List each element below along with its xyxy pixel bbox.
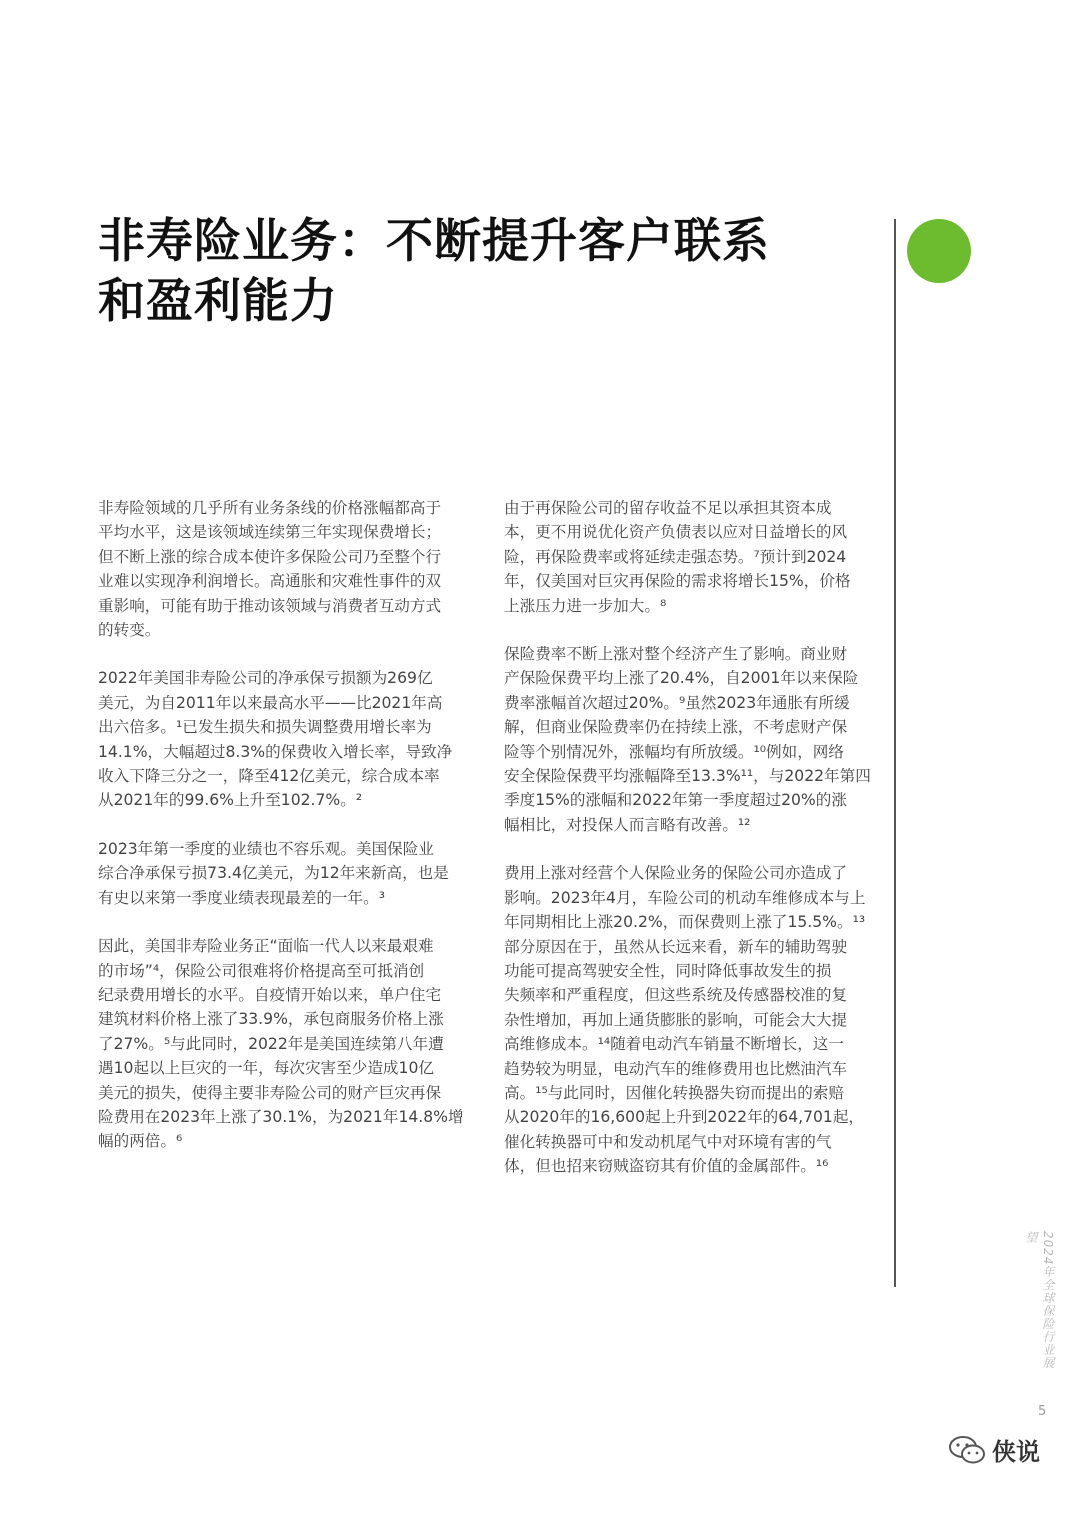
text-line: 2023年第一季度的业绩也不容乐观。美国保险业 [98, 839, 434, 858]
text-line: 影响。2023年4月，车险公司的机动车维修成本与上 [504, 888, 866, 907]
text-line: 的市场”⁴，保险公司很难将价格提高至可抵消创 [98, 961, 425, 980]
green-circle-decoration [907, 219, 971, 283]
right-column [504, 496, 884, 1203]
paragraph [98, 496, 478, 642]
text-line: 遇10起以上巨灾的一年，每次灾害至少造成10亿 [98, 1059, 434, 1078]
wechat-icon [948, 1434, 986, 1466]
text-line: 纪录费用增长的水平。自疫情开始以来，单户住宅 [98, 985, 442, 1004]
text-line: 功能可提高驾驶安全性，同时降低事故发生的损 [504, 961, 832, 980]
text-line: 非寿险领域的几乎所有业务条线的价格涨幅都高于 [98, 499, 442, 517]
title-line: 和盈利能力 [98, 274, 338, 329]
text-line: 部分原因在于，虽然从长远来看，新车的辅助驾驶 [504, 937, 848, 956]
text-line: 建筑材料价格上涨了33.9%，承包商服务价格上涨 [98, 1010, 444, 1029]
text-line: 出六倍多。¹已发生损失和损失调整费用增长率为 [98, 718, 432, 737]
text-line: 重影响，可能有助于推动该领域与消费者互动方式 [98, 596, 442, 615]
text-line: 高。¹⁵与此同时，因催化转换器失窃而提出的索赔 [504, 1083, 844, 1102]
paragraph [504, 496, 884, 618]
page-number: 5 [1038, 1404, 1047, 1419]
text-line: 2022年美国非寿险公司的净承保亏损额为269亿 [98, 669, 433, 688]
text-line: 费率涨幅首次超过20%。⁹虽然2023年通胀有所缓 [504, 693, 850, 712]
text-line: 美元，为自2011年以来最高水平——比2021年高 [98, 693, 443, 712]
paragraph [98, 837, 478, 910]
text-line: 综合净承保亏损73.4亿美元，为12年来新高，也是 [98, 864, 449, 883]
text-line: 收入下降三分之一，降至412亿美元，综合成本率 [98, 767, 440, 786]
text-line: 从2020年的16,600起上升到2022年的64,701起， [504, 1108, 865, 1127]
text-line: 催化转换器可中和发动机尾气中对环境有害的气 [504, 1132, 832, 1151]
text-line: 14.1%，大幅超过8.3%的保费收入增长率，导致净 [98, 742, 453, 761]
text-line: 但不断上涨的综合成本使许多保险公司乃至整个行 [98, 547, 442, 566]
text-line: 上涨压力进一步加大。⁸ [504, 596, 667, 615]
page-title [98, 212, 858, 332]
side-report-label: 2024年全球保险行业展望 [1024, 1231, 1055, 1370]
text-line: 由于再保险公司的留存收益不足以承担其资本成 [504, 499, 832, 517]
watermark-text: 侠说 [992, 1438, 1040, 1466]
text-line: 了27%。⁵与此同时，2022年是美国连续第八年遭 [98, 1034, 444, 1053]
text-line: 业难以实现净利润增长。高通胀和灾难性事件的双 [98, 572, 442, 591]
text-line: 幅的两倍。⁶ [98, 1132, 183, 1151]
text-line: 产保险保费平均上涨了20.4%，自2001年以来保险 [504, 669, 859, 688]
text-line: 险费用在2023年上涨了30.1%，为2021年14.8%增 [98, 1107, 464, 1126]
watermark [948, 1432, 1040, 1467]
vertical-divider [894, 219, 896, 1287]
text-line: 保险费率不断上涨对整个经济产生了影响。商业财 [504, 645, 848, 664]
text-line: 年，仅美国对巨灾再保险的需求将增长15%，价格 [504, 572, 851, 591]
paragraph [504, 861, 884, 1178]
text-line: 高维修成本。¹⁴随着电动汽车销量不断增长，这一 [504, 1035, 844, 1054]
text-line: 从2021年的99.6%上升至102.7%。² [98, 791, 363, 810]
paragraph [98, 934, 478, 1154]
text-line: 趋势较为明显，电动汽车的维修费用也比燃油汽车 [504, 1059, 848, 1078]
text-line: 有史以来第一季度业绩表现最差的一年。³ [98, 888, 385, 907]
text-line: 平均水平，这是该领域连续第三年实现保费增长； [98, 523, 442, 542]
title-line: 非寿险业务：不断提升客户联系 [98, 214, 770, 269]
text-line: 因此，美国非寿险业务正“面临一代人以来最艰难 [98, 937, 434, 956]
left-column [98, 496, 478, 1178]
text-line: 体，但也招来窃贼盗窃其有价值的金属部件。¹⁶ [504, 1157, 829, 1176]
text-line: 本，更不用说优化资产负债表以应对日益增长的风 [504, 523, 848, 542]
paragraph [504, 642, 884, 837]
text-line: 季度15%的涨幅和2022年第一季度超过20%的涨 [504, 791, 847, 810]
text-line: 失频率和严重程度，但这些系统及传感器校准的复 [504, 986, 848, 1005]
text-line: 的转变。 [98, 621, 161, 640]
text-line: 险，再保险费率或将延续走强态势。⁷预计到2024 [504, 547, 847, 566]
text-line: 年同期相比上涨20.2%，而保费则上涨了15.5%。¹³ [504, 913, 866, 932]
text-line: 险等个别情况外，涨幅均有所放缓。¹⁰例如，网络 [504, 742, 844, 761]
text-line: 美元的损失，使得主要非寿险公司的财产巨灾再保 [98, 1083, 442, 1102]
text-line: 费用上涨对经营个人保险业务的保险公司亦造成了 [504, 864, 848, 883]
paragraph [98, 666, 478, 812]
text-line: 杂性增加，再加上通货膨胀的影响，可能会大大提 [504, 1010, 848, 1029]
text-line: 解，但商业保险费率仍在持续上涨，不考虑财产保 [504, 718, 848, 737]
text-line: 幅相比，对投保人而言略有改善。¹² [504, 815, 751, 834]
text-line: 安全保险保费平均涨幅降至13.3%¹¹，与2022年第四 [504, 767, 871, 786]
